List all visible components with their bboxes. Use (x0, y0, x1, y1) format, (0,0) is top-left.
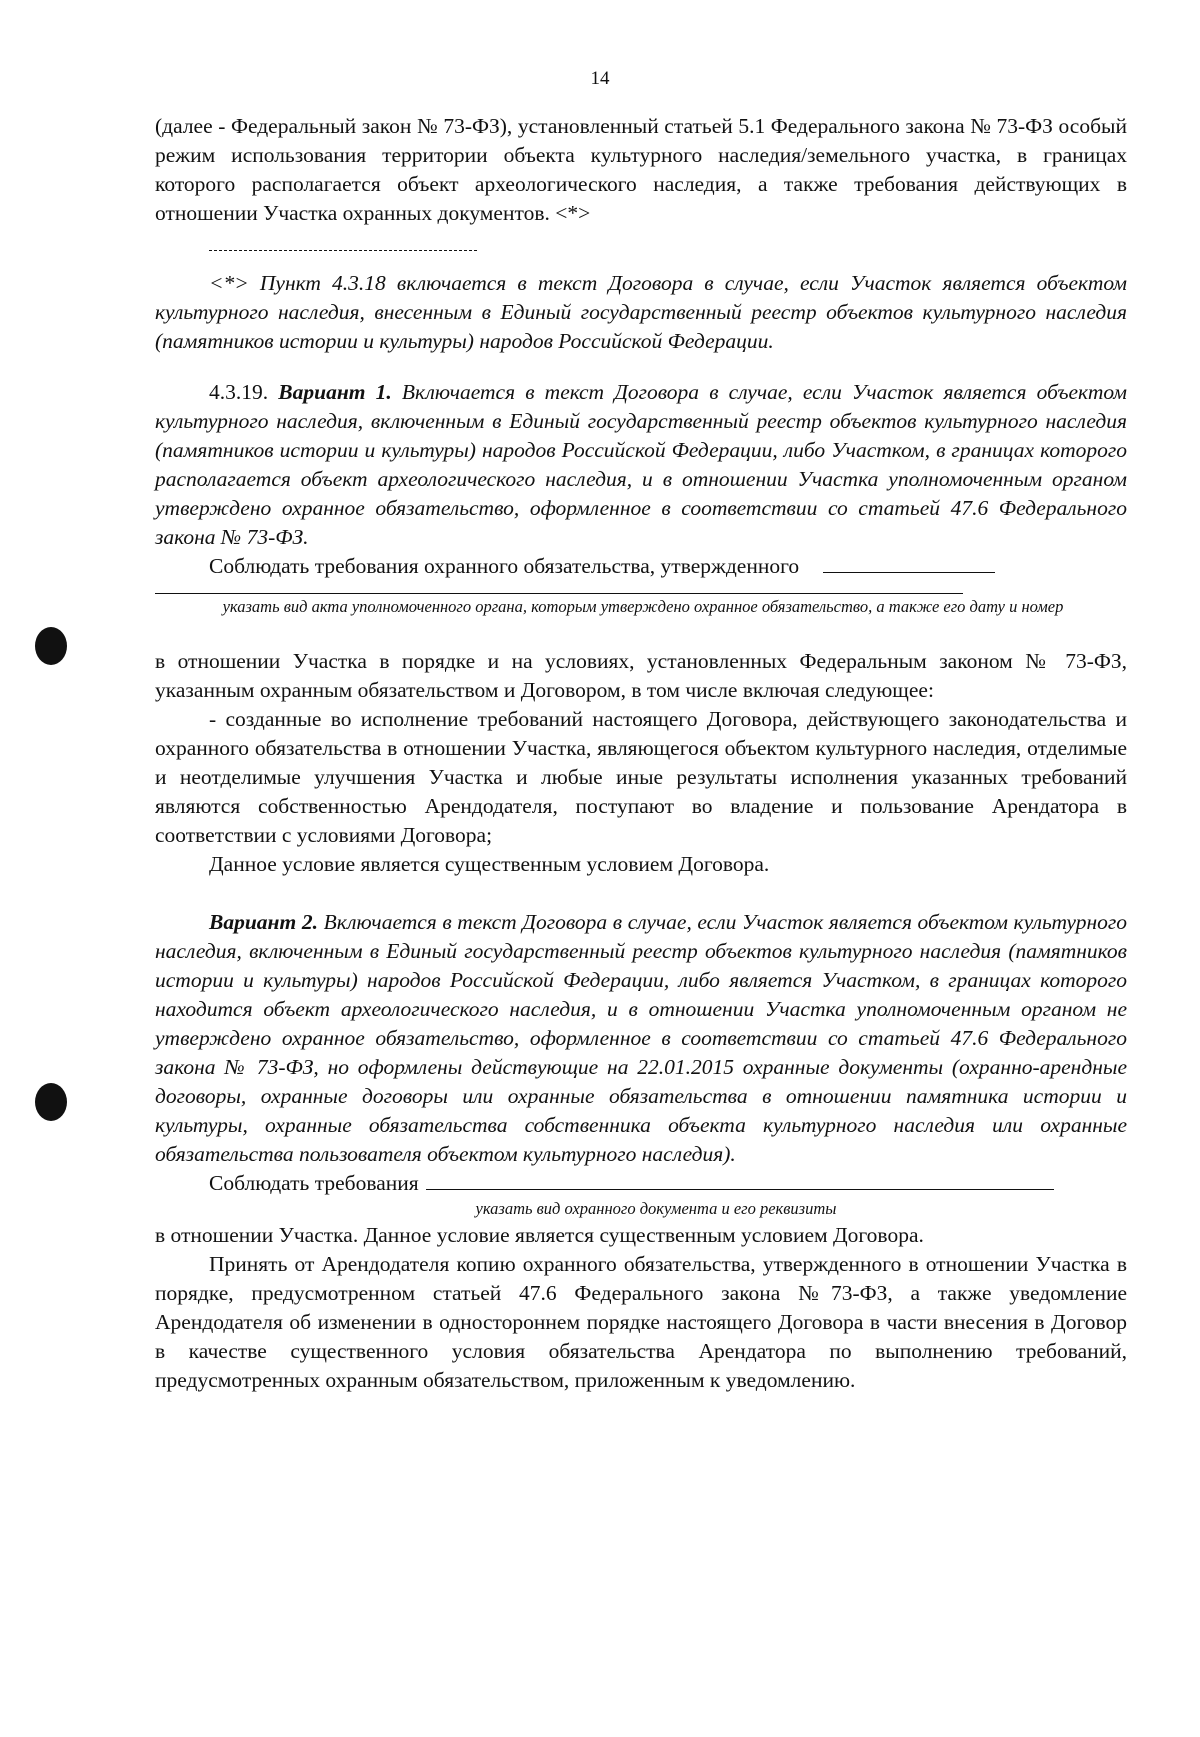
variant1-hint: указать вид акта уполномоченного органа, которым утверждено охранное обязательство, а также его дату и номер (222, 597, 1064, 616)
variant2-description: Включается в текст Договора в случае, если Участок является объектом культурного наследия, включенным в Единый государственный реестр объектов культурного наследия (памятников истории и культуры) народов Российской Федерации, либо является Участком, в границах которого находится объект археологического наследия, и в отношении Участка уполномоченным органом не утверждено охранное обязательство, оформленное в соответствии со статьей 47.6 Федерального закона № 73-ФЗ, но оформлены действующие на 22.01.2015 охранные документы (охранно-арендные договоры, охранные договоры или охранные обязательства в отношении памятника истории и культуры, охранные обязательства собственника объекта культурного наследия или охранные обязательства пользователя объектом культурного наследия). (155, 910, 1127, 1166)
footnote-text: <*> Пункт 4.3.18 включается в текст Договора в случае, если Участок является объектом культурного наследия, внесенным в Единый государственный реестр объектов культурного наследия (памятников истории и культуры) народов Российской Федерации. (155, 271, 1127, 353)
variant1-paragraph-1: в отношении Участка в порядке и на условиях, установленных Федеральным законом № 73-ФЗ, указанным охранным обязательством и Договором, в том числе включая следующее: (155, 649, 1127, 702)
page-number: 14 (590, 68, 610, 89)
variant1-title: Вариант 1. (278, 380, 392, 404)
variant1-description: Включается в текст Договора в случае, если Участок является объектом культурного наследия, включенным в Единый государственный реестр объектов культурного наследия (памятников истории и культуры) народов Российской Федерации, либо Участком, в границах которого располагается объект археологического наследия, и в отношении Участка уполномоченным органом утверждено охранное обязательство, оформленное в соответствии со статьей 47.6 Федерального закона № 73-ФЗ. (155, 380, 1127, 549)
variant1-observe-line (155, 552, 1127, 581)
variant1-observe-text: Соблюдать требования охранного обязательства, утвержденного (209, 554, 800, 578)
variant1-paragraph-2: - созданные во исполнение требований настоящего Договора, действующего законодательства и охранного обязательства в отношении Участка, являющегося объектом культурного наследия, отделимые и неотделимые улучшения Участка и любые иные результаты исполнения указанных требований являются собственностью Арендодателя, поступают во владение и пользование Арендатора в соответствии с условиями Договора; (155, 707, 1127, 847)
punch-hole-mark-bottom (35, 1083, 67, 1121)
clause-number: 4.3.19. (209, 380, 269, 404)
variant2-observe-text: Соблюдать требования (209, 1171, 419, 1195)
variant1-heading (155, 378, 1127, 552)
variant1-blank-field (823, 572, 995, 573)
punch-hole-mark-top (35, 627, 67, 665)
variant2-paragraph-2: Принять от Арендодателя копию охранного обязательства, утвержденного в отношении Участка в порядке, предусмотренном статьей 47.6 Федерального закона №73-ФЗ, а также уведомление Арендодателя об изменении в одностороннем порядке настоящего Договора в части внесения в Договор в качестве существенного условия обязательства Арендатора по выполнению требований, предусмотренных охранным обязательством, приложенным к уведомлению. (155, 1252, 1127, 1392)
variant2-observe-line (155, 1169, 1127, 1198)
variant1-paragraph-3: Данное условие является существенным условием Договора. (209, 852, 770, 876)
variant2-heading (155, 908, 1127, 1169)
intro-paragraph: (далее - Федеральный закон № 73-ФЗ), установленный статьей 5.1 Федерального закона № 73-ФЗ особый режим использования территории объекта культурного наследия/земельного участка, в границах которого располагается объект археологического наследия, а также требования действующих в отношении Участка охранных документов. <*> (155, 114, 1127, 225)
variant2-paragraph-1: в отношении Участка. Данное условие является существенным условием Договора. (155, 1223, 924, 1247)
variant2-title: Вариант 2. (209, 910, 318, 934)
variant1-blank-field-2 (155, 581, 963, 594)
variant2-blank-field (426, 1189, 1054, 1190)
footnote-separator (155, 250, 1127, 251)
document-body (155, 112, 1127, 1395)
variant2-hint: указать вид охранного документа и его реквизиты (475, 1199, 837, 1218)
footnote-rule (209, 250, 477, 251)
